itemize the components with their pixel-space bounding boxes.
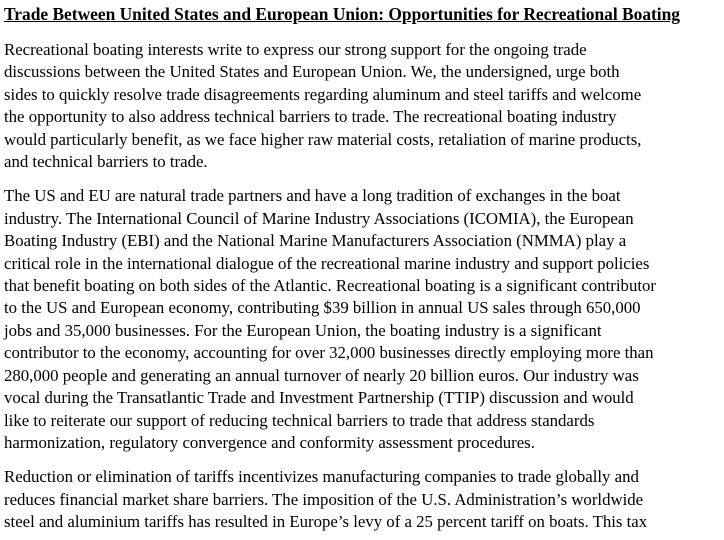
- text-line: that benefit boating on both sides of the Atlantic. Recreational boating is a significant contributor: [4, 276, 656, 296]
- text-line: contributor to the economy, accounting for over 32,000 businesses directly employing more than: [4, 343, 654, 363]
- text-line: harmonization, regulatory convergence and conformity assessment procedures.: [4, 432, 535, 452]
- text-line: vocal during the Transatlantic Trade and Investment Partnership (TTIP) discussion and would: [4, 388, 634, 408]
- paragraph-2: [4, 185, 722, 454]
- text-line: critical role in the international dialogue of the recreational marine industry and support policies: [4, 253, 650, 273]
- text-line: sides to quickly resolve trade disagreements regarding aluminum and steel tariffs and welcome: [4, 84, 642, 104]
- text-line: steel and aluminium tariffs has resulted in Europe’s levy of a 25 percent tariff on boats. This tax: [4, 512, 648, 532]
- text-line: Boating Industry (EBI) and the National Marine Manufacturers Association (NMMA) play a: [4, 231, 627, 251]
- document-title: Trade Between United States and European Union: Opportunities for Recreational Boating: [4, 4, 681, 24]
- text-line: 280,000 people and generating an annual turnover of nearly 20 billion euros. Our industry was: [4, 365, 639, 385]
- document-page: [4, 0, 722, 534]
- text-line: would particularly benefit, as we face higher raw material costs, retaliation of marine products,: [4, 129, 642, 149]
- text-line: discussions between the United States and European Union. We, the undersigned, urge both: [4, 62, 620, 82]
- paragraph-1: [4, 39, 722, 173]
- text-line: and technical barriers to trade.: [4, 152, 208, 172]
- text-line: the opportunity to also address technical barriers to trade. The recreational boating industry: [4, 107, 617, 127]
- text-line: The US and EU are natural trade partners and have a long tradition of exchanges in the boat: [4, 186, 621, 206]
- text-line: like to reiterate our support of reducing technical barriers to trade that address standards: [4, 410, 595, 430]
- text-line: jobs and 35,000 businesses. For the European Union, the boating industry is a significant: [4, 320, 602, 340]
- text-line: to the US and European economy, contributing $39 billion in annual US sales through 650,000: [4, 298, 641, 318]
- paragraph-3: [4, 466, 722, 533]
- text-line: industry. The International Council of Marine Industry Associations (ICOMIA), the European: [4, 208, 634, 228]
- text-line: Recreational boating interests write to express our strong support for the ongoing trade: [4, 40, 587, 59]
- text-line: reduces financial market share barriers. The imposition of the U.S. Administration’s worldwide: [4, 489, 644, 509]
- text-line: Reduction or elimination of tariffs incentivizes manufacturing companies to trade globally and: [4, 467, 639, 487]
